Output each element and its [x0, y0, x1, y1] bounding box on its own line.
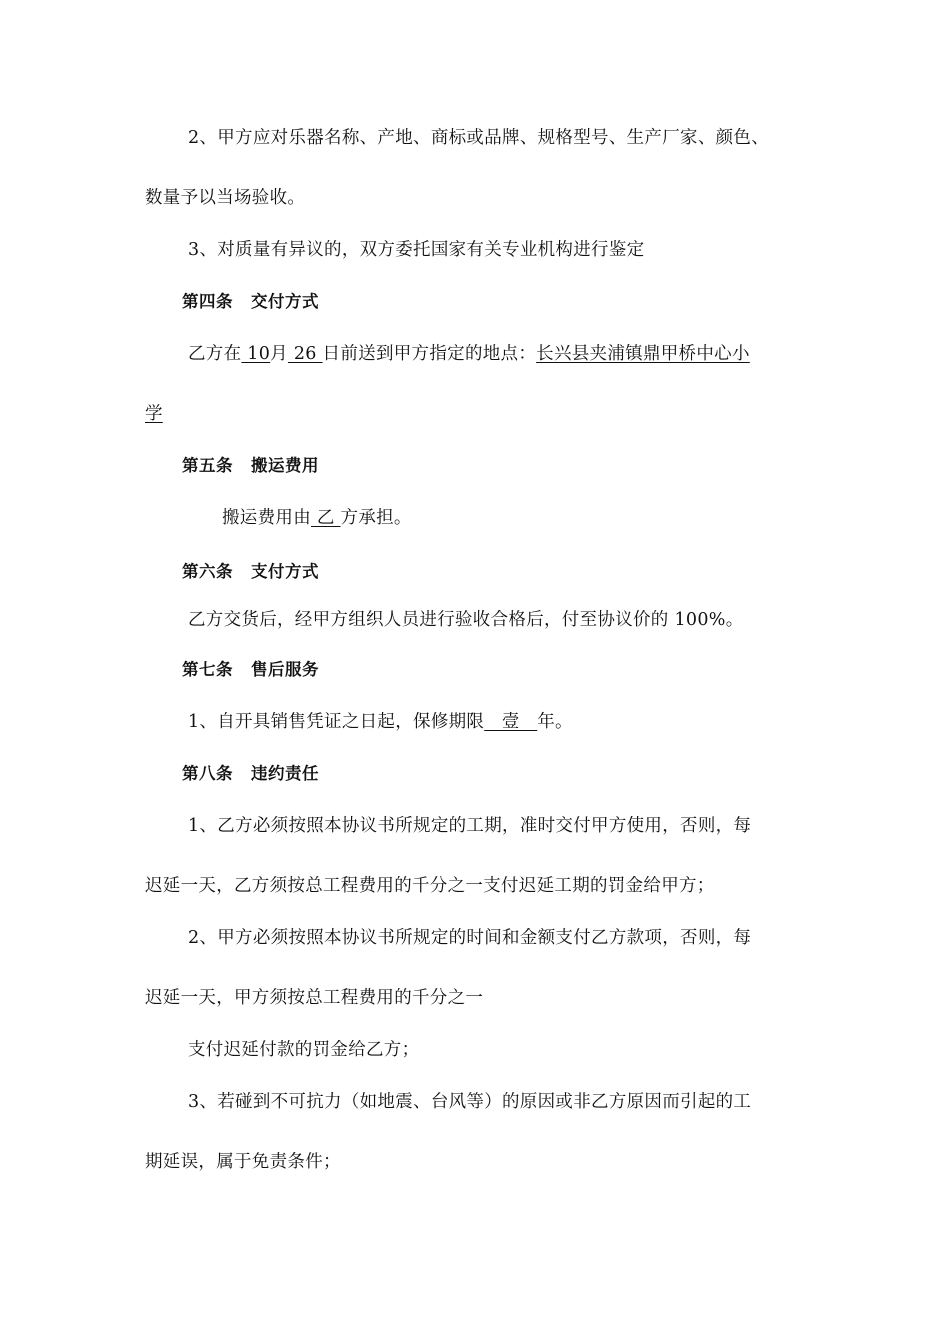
- delivery-text-b: 月: [270, 344, 288, 364]
- clause-3-item-2: 2、甲方应对乐器名称、产地、商标或品牌、规格型号、生产厂家、颜色、: [188, 128, 770, 148]
- article-5-number: 第五条: [182, 456, 233, 475]
- article-4-heading: [182, 290, 319, 314]
- delivery-place: 长兴县夹浦镇鼎甲桥中心小: [536, 344, 750, 364]
- article-8-title: 违约责任: [251, 764, 319, 783]
- delivery-paragraph: [188, 342, 750, 366]
- delivery-place-cont: 学: [145, 404, 163, 424]
- article-5-title: 搬运费用: [251, 456, 319, 475]
- article-6-number: 第六条: [182, 562, 233, 581]
- article-7-title: 售后服务: [251, 660, 319, 679]
- breach-item-1: 1、乙方必须按照本协议书所规定的工期，准时交付甲方使用，否则，每: [188, 816, 752, 836]
- breach-item-2-cont-2: 支付迟延付款的罚金给乙方；: [188, 1040, 420, 1060]
- article-7-heading: [182, 658, 319, 682]
- article-8-heading: [182, 762, 319, 786]
- warranty-text-a: 1、自开具销售凭证之日起，保修期限: [188, 712, 485, 732]
- warranty-paragraph: [188, 710, 573, 734]
- payment-paragraph: 乙方交货后，经甲方组织人员进行验收合格后，付至协议价的 100%。: [188, 610, 744, 630]
- transport-text-b: 方承担。: [340, 508, 412, 528]
- breach-item-2: 2、甲方必须按照本协议书所规定的时间和金额支付乙方款项，否则，每: [188, 928, 752, 948]
- transport-paragraph: [222, 506, 412, 530]
- breach-item-3: 3、若碰到不可抗力（如地震、台风等）的原因或非乙方原因而引起的工: [188, 1092, 752, 1112]
- clause-3-item-3: 3、对质量有异议的，双方委托国家有关专业机构进行鉴定: [188, 240, 645, 260]
- article-8-number: 第八条: [182, 764, 233, 783]
- clause-3-item-2-cont: 数量予以当场验收。: [145, 188, 306, 208]
- warranty-text-b: 年。: [537, 712, 573, 732]
- delivery-text-c: 日前送到甲方指定的地点：: [322, 344, 537, 364]
- delivery-text-a: 乙方在: [188, 344, 242, 364]
- article-4-title: 交付方式: [251, 292, 319, 311]
- article-4-number: 第四条: [182, 292, 233, 311]
- article-5-heading: [182, 454, 319, 478]
- article-7-number: 第七条: [182, 660, 233, 679]
- article-6-heading: [182, 560, 319, 584]
- breach-item-2-cont: 迟延一天，甲方须按总工程费用的千分之一: [145, 988, 484, 1008]
- transport-party: 乙: [311, 508, 341, 528]
- warranty-term: 壹: [484, 712, 538, 732]
- breach-item-1-cont: 迟延一天，乙方须按总工程费用的千分之一支付迟延工期的罚金给甲方；: [145, 876, 715, 896]
- article-6-title: 支付方式: [251, 562, 319, 581]
- breach-item-3-cont: 期延误，属于免责条件；: [145, 1152, 341, 1172]
- delivery-day: 26: [287, 344, 323, 364]
- transport-text-a: 搬运费用由: [222, 508, 311, 528]
- delivery-month: 10: [241, 344, 271, 364]
